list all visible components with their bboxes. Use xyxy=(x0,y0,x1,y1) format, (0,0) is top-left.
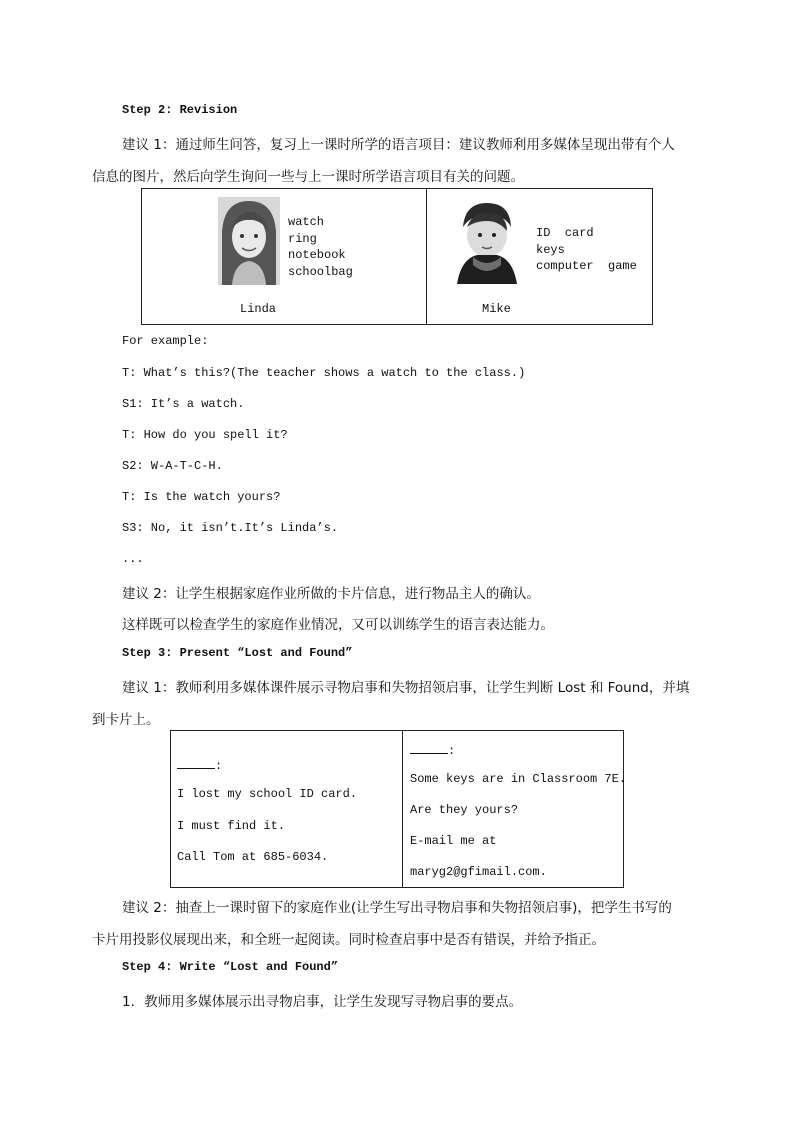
linda-item: ring xyxy=(288,231,317,246)
step3-suggestion2-line1: 建议 2：抽查上一课时留下的家庭作业(让学生写出寻物启事和失物招领启事)，把学生书写的 xyxy=(122,900,672,916)
lost-notice-line: Call Tom at 685-6034. xyxy=(177,850,329,864)
linda-item: schoolbag xyxy=(288,264,353,279)
mike-items xyxy=(536,225,637,275)
mike-name: Mike xyxy=(482,302,511,316)
step4-item1: 1．教师用多媒体展示出寻物启事，让学生发现写寻物启事的要点。 xyxy=(122,994,523,1010)
mike-item: ID card xyxy=(536,226,594,240)
step3-suggestion2-line2: 卡片用投影仪展现出来，和全班一起阅读。同时检查启事中是否有错误，并给予指正。 xyxy=(92,932,605,948)
dialogue-line: S3: No, it isn’t.It’s Linda’s. xyxy=(122,521,339,535)
step3-suggestion1-line2: 到卡片上。 xyxy=(92,712,160,728)
step3-suggestion1-line1: 建议 1：教师利用多媒体课件展示寻物启事和失物招领启事，让学生判断 Lost 和 Found，并填 xyxy=(122,680,690,696)
step3-heading: Step 3: Present “Lost and Found” xyxy=(122,646,353,660)
mike-photo xyxy=(447,197,527,284)
dialogue-line: S1: It’s a watch. xyxy=(122,397,245,411)
found-notice-line: E-mail me at xyxy=(410,834,497,848)
found-notice-line: Some keys are in Classroom 7E. xyxy=(410,772,627,786)
found-notice-line: Are they yours? xyxy=(410,803,519,817)
dialogue-line: T: How do you spell it? xyxy=(122,428,288,442)
colon: : xyxy=(215,759,223,773)
mike-item: keys xyxy=(536,242,565,257)
fill-in-blank xyxy=(410,741,448,754)
step2-suggestion1-line2: 信息的图片，然后向学生询问一些与上一课时所学语言项目有关的问题。 xyxy=(92,169,524,185)
step2-suggestion2-line1: 建议 2：让学生根据家庭作业所做的卡片信息，进行物品主人的确认。 xyxy=(122,586,540,602)
linda-item: watch xyxy=(288,215,325,229)
dialogue-ellipsis: ... xyxy=(122,552,144,566)
step2-heading: Step 2: Revision xyxy=(122,103,238,117)
linda-photo xyxy=(218,197,280,285)
lost-notice-line: I must find it. xyxy=(177,819,286,833)
step2-suggestion2-line2: 这样既可以检查学生的家庭作业情况，又可以训练学生的语言表达能力。 xyxy=(122,617,554,633)
dialogue-line: T: What’s this?(The teacher shows a watch to the class.) xyxy=(122,366,526,380)
mike-item: computer game xyxy=(536,259,637,273)
dialogue-line: T: Is the watch yours? xyxy=(122,490,281,504)
dialogue-line: S2: W-A-T-C-H. xyxy=(122,459,223,473)
table-divider xyxy=(426,188,427,325)
linda-items xyxy=(288,214,353,280)
colon: : xyxy=(448,744,456,758)
notice-table xyxy=(170,730,627,888)
lost-notice-line: I lost my school ID card. xyxy=(177,787,358,801)
fill-in-blank xyxy=(177,756,215,769)
found-notice-title-blank xyxy=(410,741,455,758)
linda-item: notebook xyxy=(288,248,346,262)
step2-suggestion1-line1: 建议 1：通过师生问答，复习上一课时所学的语言项目：建议教师利用多媒体呈现出带有个人 xyxy=(122,137,675,153)
found-notice-line: maryg2@gfimail.com. xyxy=(410,865,547,879)
example-label: For example: xyxy=(122,334,209,348)
lost-notice-title-blank xyxy=(177,756,222,773)
linda-name: Linda xyxy=(240,302,277,316)
notice-divider xyxy=(402,730,403,888)
step4-heading: Step 4: Write “Lost and Found” xyxy=(122,960,339,974)
